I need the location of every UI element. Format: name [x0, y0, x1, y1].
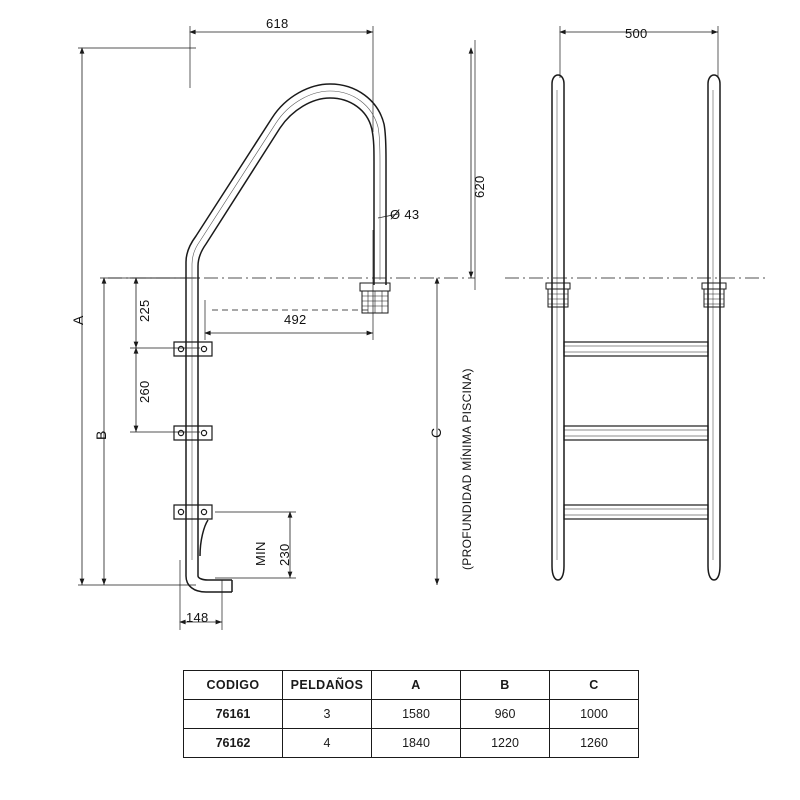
cell-codigo: 76162	[184, 729, 283, 758]
cell-peldanos: 3	[283, 700, 372, 729]
cell-b: 960	[461, 700, 550, 729]
cell-a: 1840	[372, 729, 461, 758]
col-header-c: C	[550, 671, 639, 700]
spec-table	[183, 670, 639, 758]
cell-b: 1220	[461, 729, 550, 758]
cell-c: 1260	[550, 729, 639, 758]
cell-a: 1580	[372, 700, 461, 729]
dim-label-492: 492	[284, 312, 307, 327]
dim-label-225: 225	[137, 299, 152, 322]
note-minimum-pool-depth: (PROFUNDIDAD MÍNIMA PISCINA)	[460, 368, 474, 570]
col-header-codigo: CODIGO	[184, 671, 283, 700]
col-header-b: B	[461, 671, 550, 700]
letter-label-a: A	[70, 315, 86, 325]
dim-label-diameter-43: Ø 43	[390, 207, 420, 222]
letter-label-c: C	[428, 427, 444, 438]
cell-codigo: 76161	[184, 700, 283, 729]
dim-label-618: 618	[266, 16, 289, 31]
table-header-row	[184, 671, 639, 700]
dim-label-min: MIN	[253, 541, 268, 566]
dim-label-148: 148	[186, 610, 209, 625]
table-row	[184, 700, 639, 729]
dim-label-260: 260	[137, 380, 152, 403]
cell-peldanos: 4	[283, 729, 372, 758]
cell-c: 1000	[550, 700, 639, 729]
col-header-peldanos: PELDAÑOS	[283, 671, 372, 700]
dim-label-620: 620	[472, 175, 487, 198]
letter-label-b: B	[93, 430, 109, 440]
dim-label-500: 500	[625, 26, 648, 41]
table-row	[184, 729, 639, 758]
col-header-a: A	[372, 671, 461, 700]
dim-label-230: 230	[277, 543, 292, 566]
